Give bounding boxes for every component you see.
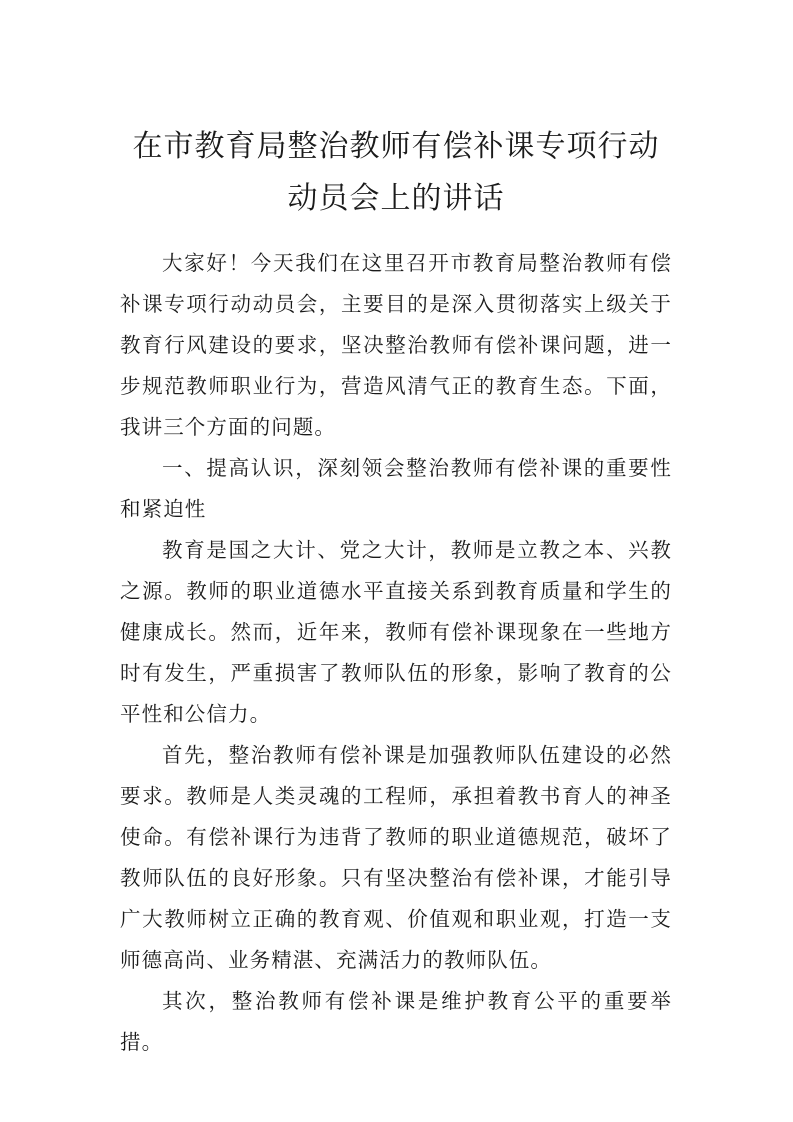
document-body [120, 243, 672, 1063]
paragraph-second-point: 其次，整治教师有偿补课是维护教育公平的重要举措。 [120, 989, 672, 1054]
paragraph-section-heading-1: 一、提高认识，深刻领会整治教师有偿补课的重要性和紧迫性 [120, 456, 672, 521]
document-title: 在市教育局整治教师有偿补课专项行动动员会上的讲话 [132, 129, 660, 216]
paragraph-first-point: 首先，整治教师有偿补课是加强教师队伍建设的必然要求。教师是人类灵魂的工程师，承担着教书育人的神圣使命。有偿补课行为违背了教师的职业道德规范，破坏了教师队伍的良好形象。只有坚决整治有偿补课，才能引导广大教师树立正确的教育观、价值观和职业观，打造一支师德高尚、业务精湛、充满活力的教师队伍。 [120, 743, 672, 972]
paragraph-education-importance: 教育是国之大计、党之大计，教师是立教之本、兴教之源。教师的职业道德水平直接关系到教育质量和学生的健康成长。然而，近年来，教师有偿补课现象在一些地方时有发生，严重损害了教师队伍的形象，影响了教育的公平性和公信力。 [120, 538, 672, 726]
paragraph-opening: 大家好！今天我们在这里召开市教育局整治教师有偿补课专项行动动员会，主要目的是深入贯彻落实上级关于教育行风建设的要求，坚决整治教师有偿补课问题，进一步规范教师职业行为，营造风清气正的教育生态。下面，我讲三个方面的问题。 [120, 251, 672, 439]
